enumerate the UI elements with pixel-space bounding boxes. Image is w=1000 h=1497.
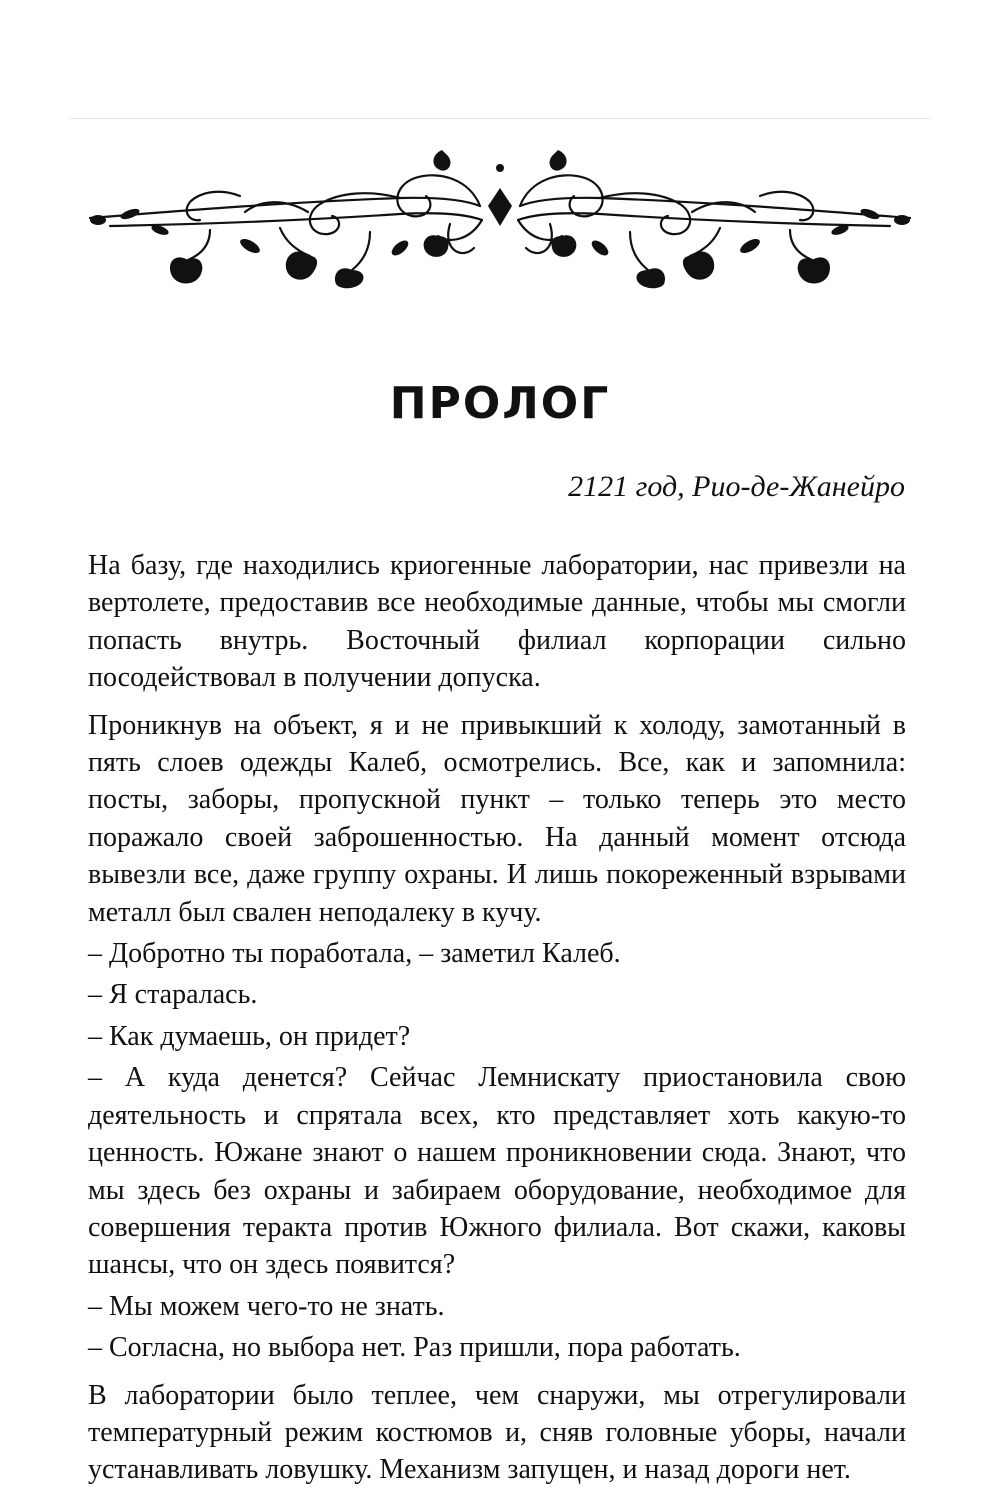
dialogue-line: – Как думаешь, он придет? xyxy=(88,1020,411,1052)
dialogue-line: – Добротно ты поработала, – заметил Калеб. xyxy=(88,938,621,970)
paragraph: Проникнув на объект, я и не привыкший к холоду, замотанный в пять слоев одежды Калеб, осмотрелись. Все, как и запомнила: посты, заборы, пропускной пункт – только теперь это место поражало своей заброшенностью. На данный момент отсюда вывезли все, даже группу охраны. И лишь покореженный взрывами металл был свален неподалеку в кучу. xyxy=(88,709,906,928)
dialogue-line: – А куда денется? Сейчас Лемнискату приостановила свою деятельность и спрятала всех, кто представляет хоть какую-то ценность. Южане знают о нашем проникновении сюда. Знают, что мы здесь без охраны и забираем оборудование, необходимое для совершения теракта против Южного филиала. Вот скажи, каковы шансы, что он здесь появится? xyxy=(88,1062,906,1281)
paragraph: В лаборатории было теплее, чем снаружи, мы отрегулировали температурный режим костюмов и, сняв головные уборы, начали устанавливать ловушку. Механизм запущен, и назад дороги нет. xyxy=(88,1379,906,1486)
dialogue-line: – Я старалась. xyxy=(88,979,258,1011)
dialogue-line: – Мы можем чего-то не знать. xyxy=(88,1290,445,1322)
chapter-dateline: 2121 год, Рио-де-Жанейро xyxy=(568,470,905,503)
dialogue-line: – Согласна, но выбора нет. Раз пришли, пора работать. xyxy=(88,1332,741,1364)
chapter-title: ПРОЛОГ xyxy=(389,378,611,429)
floral-vignette-icon xyxy=(70,140,930,290)
show-through-rule xyxy=(70,118,930,119)
paragraph: На базу, где находились криогенные лаборатории, нас привезли на вертолете, предоставив все необходимые данные, чтобы мы смогли попасть внутрь. Восточный филиал корпорации сильно посодействовал в получении допуска. xyxy=(88,550,906,694)
chapter-body xyxy=(88,547,906,1489)
